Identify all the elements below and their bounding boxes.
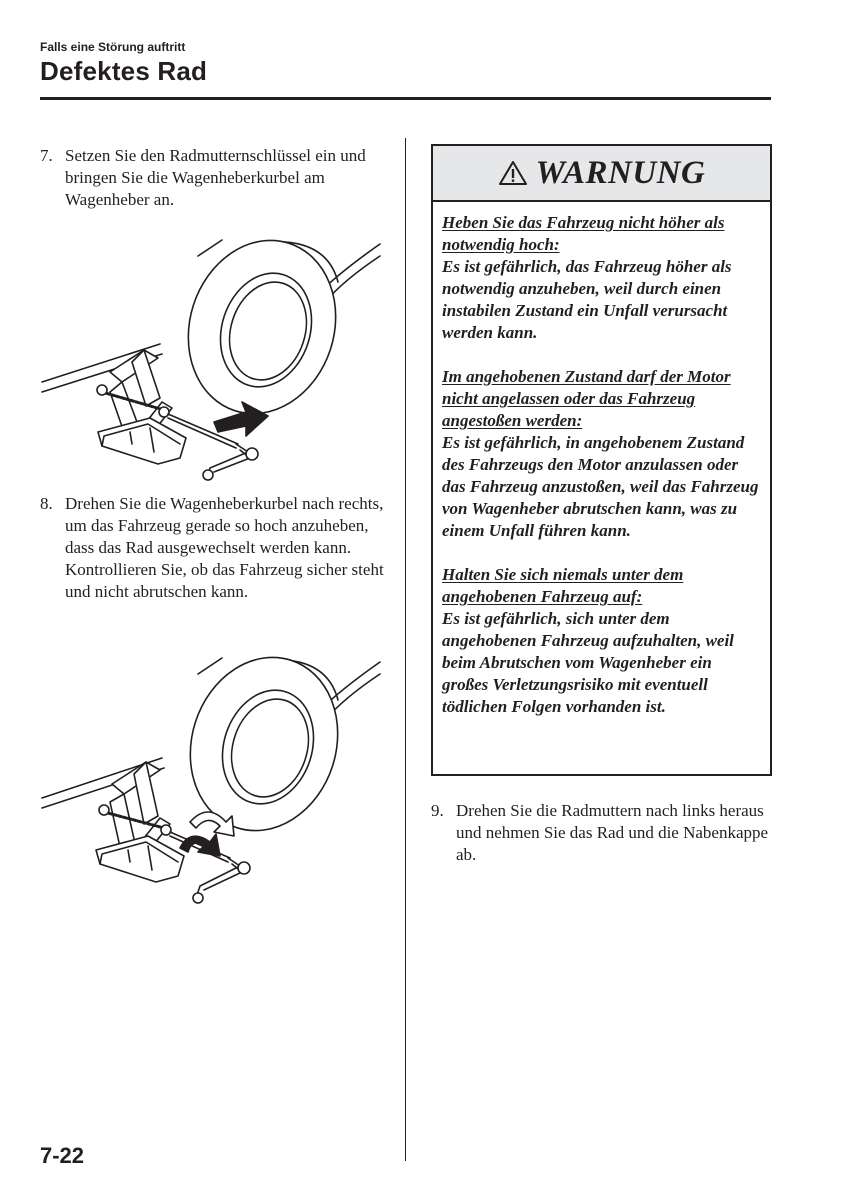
warning-item — [442, 366, 762, 542]
page-number: 7-22 — [40, 1143, 85, 1168]
jack-crank-illustration — [40, 232, 385, 482]
warning-header — [433, 146, 770, 202]
step-7 — [40, 145, 385, 211]
warning-triangle-icon — [498, 160, 528, 186]
step-9 — [431, 800, 773, 866]
step-text: Drehen Sie die Radmuttern nach links heraus und nehmen Sie das Rad und die Nabenkappe ab. — [456, 801, 769, 864]
header-divider — [40, 97, 771, 100]
step-text: Setzen Sie den Radmutternschlüssel ein und bringen Sie die Wagenheberkurbel am Wagenheber an. — [65, 146, 366, 209]
warning-item-text: Es ist gefährlich, das Fahrzeug höher als notwendig anzuheben, weil durch einen instabilen Zustand ein Unfall verursacht werden kann. — [442, 257, 732, 342]
jack-raise-illustration — [40, 652, 385, 910]
step-text: Drehen Sie die Wagenheberkurbel nach rechts, um das Fahrzeug gerade so hoch anzuheben, dass das Rad ausgewechselt werden kann. Kontrollieren Sie, ob das Fahrzeug sicher steht und nicht abrutschen kann. — [65, 494, 384, 601]
warning-item-text: Es ist gefährlich, sich unter dem angehobenen Fahrzeug aufzuhalten, weil beim Abrutschen vom Wagenheber ein großes Verletzungsrisiko mit eventuell tödlichen Folgen vorhanden ist. — [442, 609, 734, 716]
warning-item — [442, 564, 762, 718]
warning-item-text: Es ist gefährlich, in angehobenem Zustand des Fahrzeugs den Motor anzulassen oder das Fahrzeug anzustoßen, weil das Fahrzeug von Wagenheber abrutschen kann, was zu einem Unfall führen kann. — [442, 433, 759, 540]
warning-item-heading: Halten Sie sich niemals unter dem angehobenen Fahrzeug auf: — [442, 565, 684, 606]
page-title: Defektes Rad — [40, 56, 208, 86]
step-8 — [40, 493, 385, 603]
step-number: 7. — [40, 146, 53, 165]
warning-body — [433, 202, 770, 718]
section-header: Falls eine Störung auftritt — [40, 40, 186, 54]
warning-item-heading: Im angehobenen Zustand darf der Motor nicht angelassen oder das Fahrzeug angestoßen werden: — [442, 367, 731, 430]
warning-item — [442, 212, 762, 344]
warning-title: WARNUNG — [535, 154, 706, 191]
step-number: 8. — [40, 494, 53, 513]
step-number: 9. — [431, 801, 444, 820]
column-divider — [405, 138, 406, 1161]
warning-box — [431, 144, 772, 776]
warning-item-heading: Heben Sie das Fahrzeug nicht höher als notwendig hoch: — [442, 213, 725, 254]
